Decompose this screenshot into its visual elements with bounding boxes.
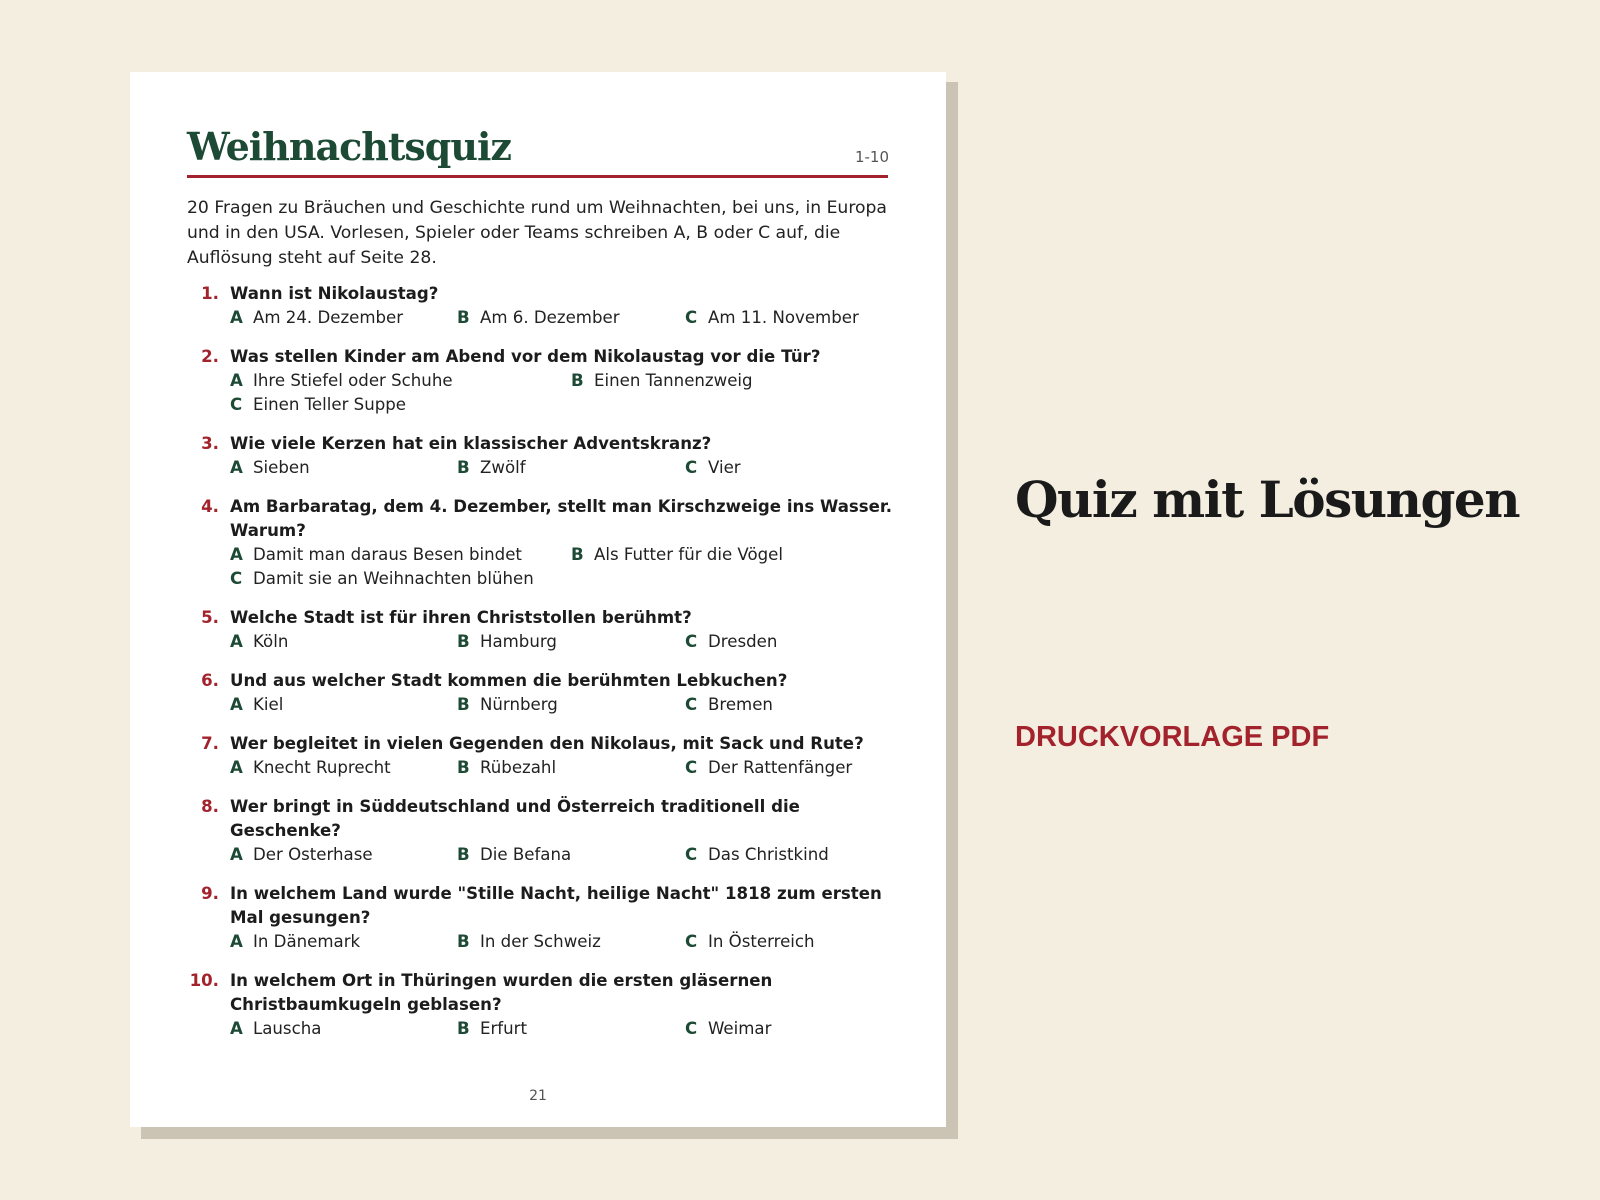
option-text: Der Rattenfänger	[708, 758, 853, 777]
answer-option-a	[230, 843, 373, 867]
option-text: Nürnberg	[480, 695, 558, 714]
option-letter: B	[457, 845, 470, 864]
question-number: 6.	[201, 671, 219, 690]
question-item	[130, 432, 946, 480]
option-text: Sieben	[253, 458, 310, 477]
answer-options	[230, 756, 910, 780]
option-text: In Dänemark	[253, 932, 361, 951]
answer-option-a	[230, 369, 453, 393]
question-text: Wer begleitet in vielen Gegenden den Nikolaus, mit Sack und Rute?	[230, 734, 864, 753]
option-text: Zwölf	[480, 458, 526, 477]
question-number: 9.	[201, 884, 219, 903]
option-text: Vier	[708, 458, 741, 477]
option-letter: C	[685, 308, 698, 327]
option-letter: B	[457, 632, 470, 651]
answer-options	[230, 543, 910, 591]
answer-option-b	[457, 756, 556, 780]
option-text: Weimar	[708, 1019, 772, 1038]
question-header	[130, 606, 946, 630]
question-header	[130, 432, 946, 456]
option-text: Der Osterhase	[253, 845, 373, 864]
option-letter: C	[685, 458, 698, 477]
question-header	[130, 969, 946, 1017]
option-letter: A	[230, 545, 243, 564]
question-item	[130, 606, 946, 654]
answer-option-c	[230, 567, 534, 591]
option-letter: A	[230, 458, 243, 477]
question-header	[130, 282, 946, 306]
answer-option-b	[457, 456, 526, 480]
option-letter: C	[685, 695, 698, 714]
option-letter: A	[230, 695, 243, 714]
option-letter: C	[685, 845, 698, 864]
option-text: Am 11. November	[708, 308, 859, 327]
option-text: Einen Teller Suppe	[253, 395, 406, 414]
question-text: In welchem Land wurde "Stille Nacht, heilige Nacht" 1818 zum ersten Mal gesungen?	[230, 884, 882, 927]
question-number: 4.	[201, 497, 219, 516]
option-letter: B	[457, 458, 470, 477]
answer-options	[230, 630, 910, 654]
side-subtitle: DRUCKVORLAGE PDF	[1015, 721, 1330, 753]
option-text: Knecht Ruprecht	[253, 758, 391, 777]
option-text: In Österreich	[708, 932, 815, 951]
answer-options	[230, 930, 910, 954]
answer-option-c	[685, 693, 773, 717]
option-letter: B	[457, 695, 470, 714]
answer-option-a	[230, 693, 283, 717]
option-letter: C	[685, 758, 698, 777]
option-letter: C	[685, 632, 698, 651]
option-letter: B	[457, 308, 470, 327]
answer-options	[230, 369, 910, 417]
side-title: Quiz mit Lösungen	[1015, 470, 1520, 529]
answer-options	[230, 456, 910, 480]
question-item	[130, 495, 946, 591]
option-text: Hamburg	[480, 632, 557, 651]
option-letter: B	[571, 545, 584, 564]
option-letter: A	[230, 1019, 243, 1038]
question-text: Wann ist Nikolaustag?	[230, 284, 439, 303]
option-text: Rübezahl	[480, 758, 557, 777]
answer-option-a	[230, 543, 522, 567]
option-letter: A	[230, 758, 243, 777]
option-letter: B	[457, 1019, 470, 1038]
answer-options	[230, 693, 910, 717]
question-text: Am Barbaratag, dem 4. Dezember, stellt man Kirschzweige ins Wasser. Warum?	[230, 497, 893, 540]
answer-option-b	[457, 630, 557, 654]
option-letter: C	[685, 932, 698, 951]
answer-option-a	[230, 630, 288, 654]
answer-option-b	[457, 1017, 527, 1041]
question-header	[130, 732, 946, 756]
answer-option-b	[571, 369, 753, 393]
answer-option-c	[685, 456, 741, 480]
option-letter: B	[457, 758, 470, 777]
answer-option-a	[230, 930, 360, 954]
option-text: Ihre Stiefel oder Schuhe	[253, 371, 453, 390]
answer-option-a	[230, 756, 391, 780]
question-number: 8.	[201, 797, 219, 816]
option-letter: A	[230, 632, 243, 651]
question-header	[130, 345, 946, 369]
option-letter: A	[230, 932, 243, 951]
answer-option-c	[685, 930, 815, 954]
option-text: Die Befana	[480, 845, 572, 864]
answer-option-a	[230, 1017, 321, 1041]
question-item	[130, 345, 946, 417]
option-letter: A	[230, 308, 243, 327]
answer-option-c	[685, 843, 829, 867]
option-text: Einen Tannenzweig	[594, 371, 753, 390]
question-item	[130, 882, 946, 954]
option-letter: C	[230, 395, 243, 414]
option-text: Damit man daraus Besen bindet	[253, 545, 522, 564]
option-text: Als Futter für die Vögel	[594, 545, 784, 564]
question-number: 7.	[201, 734, 219, 753]
page-title: Weihnachtsquiz	[187, 124, 511, 169]
question-item	[130, 969, 946, 1041]
answer-option-b	[457, 843, 571, 867]
option-text: Köln	[253, 632, 289, 651]
answer-option-c	[685, 756, 852, 780]
page-number: 21	[529, 1088, 547, 1104]
answer-option-a	[230, 306, 403, 330]
question-text: Wer bringt in Süddeutschland und Österreich traditionell die Geschenke?	[230, 797, 800, 840]
option-text: Lauscha	[253, 1019, 322, 1038]
question-number: 2.	[201, 347, 219, 366]
question-number: 5.	[201, 608, 219, 627]
answer-option-b	[457, 306, 620, 330]
option-text: Dresden	[708, 632, 778, 651]
question-item	[130, 282, 946, 330]
option-letter: B	[571, 371, 584, 390]
option-text: In der Schweiz	[480, 932, 601, 951]
question-text: Welche Stadt ist für ihren Christstollen berühmt?	[230, 608, 692, 627]
question-number: 10.	[189, 971, 219, 990]
answer-option-c	[685, 306, 859, 330]
option-text: Erfurt	[480, 1019, 527, 1038]
question-header	[130, 795, 946, 843]
question-text: Was stellen Kinder am Abend vor dem Nikolaustag vor die Tür?	[230, 347, 821, 366]
answer-option-c	[685, 1017, 771, 1041]
answer-options	[230, 1017, 910, 1041]
option-letter: A	[230, 371, 243, 390]
question-text: Wie viele Kerzen hat ein klassischer Adventskranz?	[230, 434, 712, 453]
option-letter: B	[457, 932, 470, 951]
answer-options	[230, 843, 910, 867]
option-letter: C	[230, 569, 243, 588]
page-range: 1-10	[854, 148, 889, 166]
question-number: 3.	[201, 434, 219, 453]
answer-option-a	[230, 456, 310, 480]
option-text: Bremen	[708, 695, 773, 714]
question-header	[130, 882, 946, 930]
quiz-page	[130, 72, 946, 1127]
answer-options	[230, 306, 910, 330]
question-header	[130, 669, 946, 693]
question-text: Und aus welcher Stadt kommen die berühmten Lebkuchen?	[230, 671, 788, 690]
question-list	[130, 282, 946, 1056]
question-item	[130, 732, 946, 780]
option-text: Damit sie an Weihnachten blühen	[253, 569, 534, 588]
answer-option-b	[457, 930, 601, 954]
option-text: Das Christkind	[708, 845, 829, 864]
question-header	[130, 495, 946, 543]
intro-text: 20 Fragen zu Bräuchen und Geschichte rund um Weihnachten, bei uns, in Europa und in den USA. Vorlesen, Spieler oder Teams schreiben A, B oder C auf, die Auflösung steht auf Seite 28.	[187, 198, 887, 268]
question-number: 1.	[201, 284, 219, 303]
question-item	[130, 669, 946, 717]
option-letter: C	[685, 1019, 698, 1038]
answer-option-b	[457, 693, 558, 717]
answer-option-c	[685, 630, 777, 654]
answer-option-c	[230, 393, 406, 417]
option-text: Kiel	[253, 695, 284, 714]
option-text: Am 6. Dezember	[480, 308, 620, 327]
title-rule	[187, 175, 888, 178]
answer-option-b	[571, 543, 783, 567]
option-text: Am 24. Dezember	[253, 308, 404, 327]
question-text: In welchem Ort in Thüringen wurden die ersten gläsernen Christbaumkugeln geblasen?	[230, 971, 773, 1014]
question-item	[130, 795, 946, 867]
option-letter: A	[230, 845, 243, 864]
